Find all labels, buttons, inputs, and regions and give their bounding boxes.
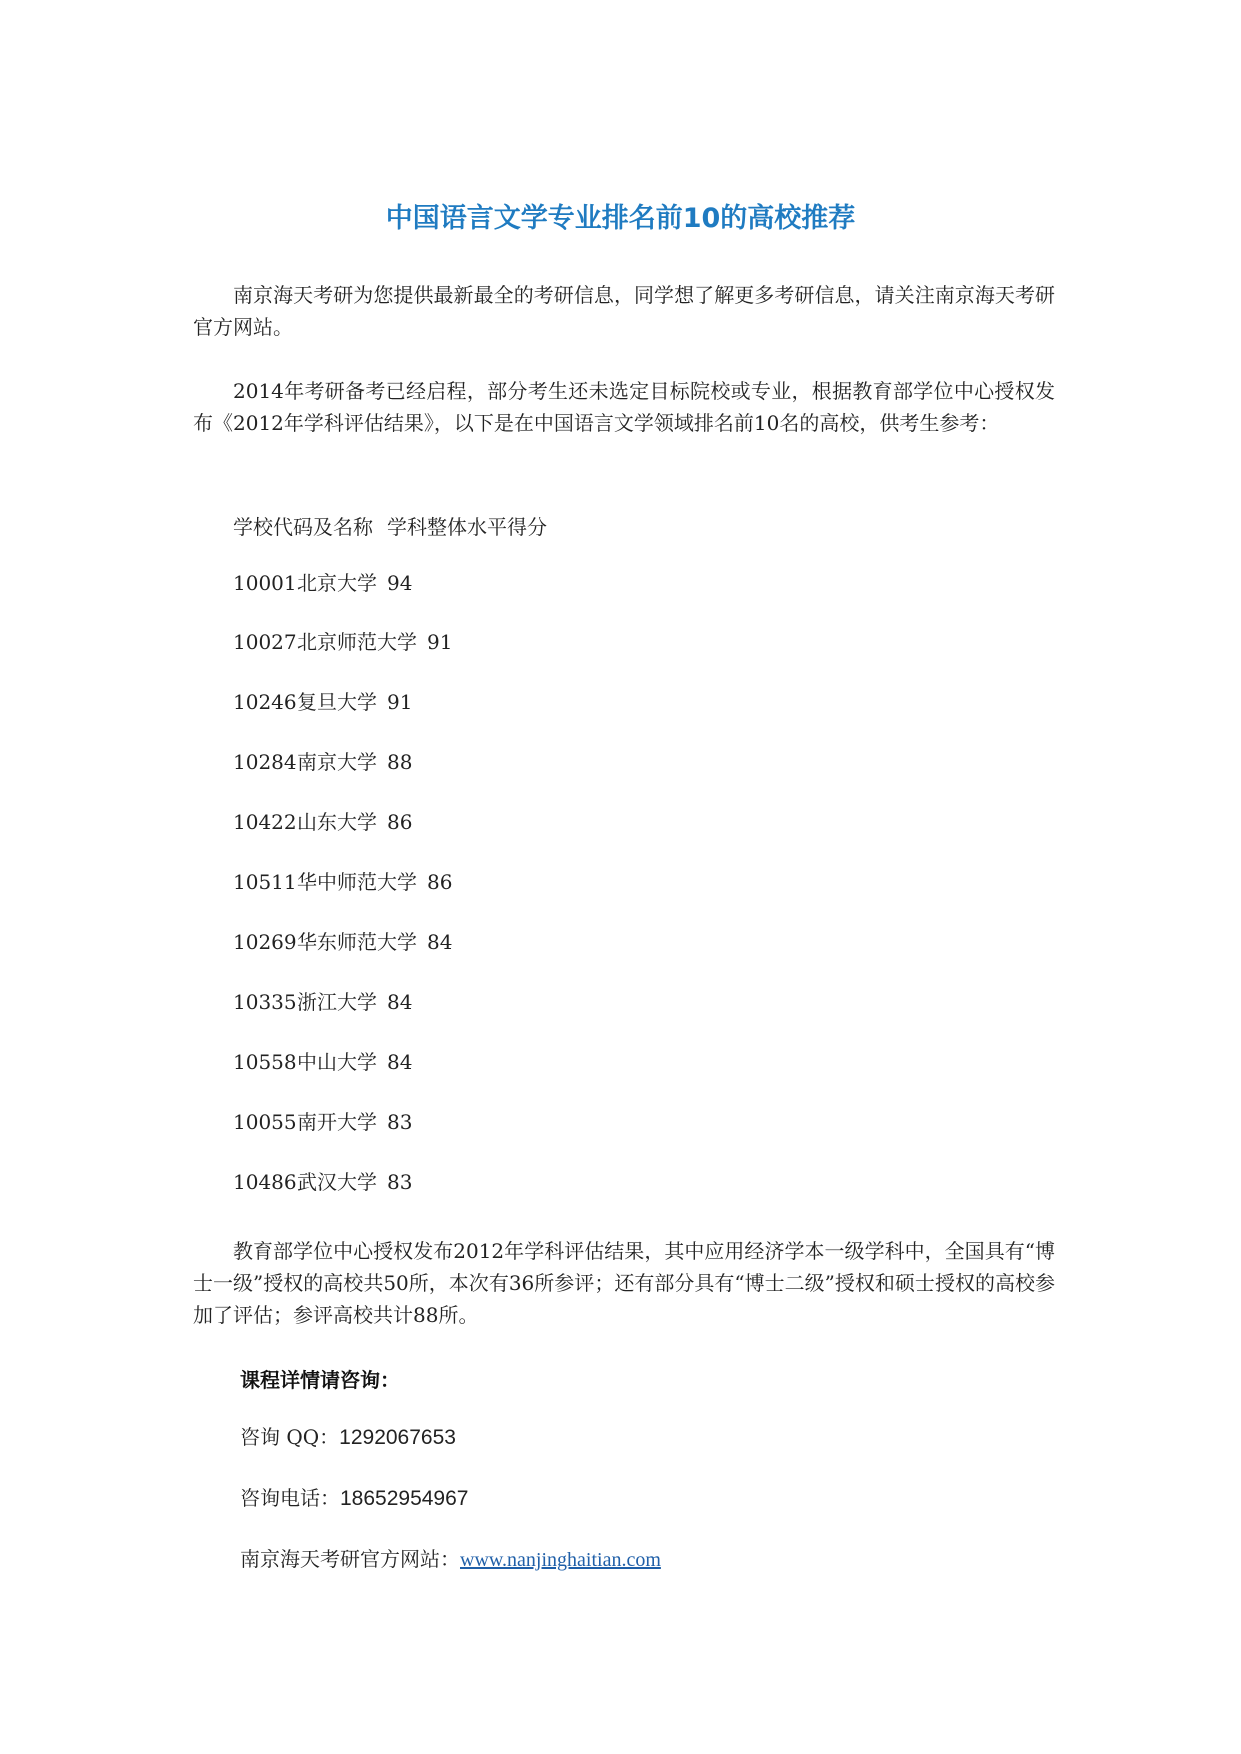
ranking-row [233,928,452,956]
website-link[interactable]: www.nanjinghaitian.com [460,1549,661,1571]
document-title: 中国语言文学专业排名前10的高校推荐 [385,203,856,234]
school-code: 10335 [233,990,297,1014]
qq-value: 1292067653 [339,1426,456,1449]
school-code: 10269 [233,930,297,954]
school-name: 华中师范大学 [297,870,417,894]
school-score: 83 [387,1170,413,1194]
context-paragraph: 2014年考研备考已经启程，部分考生还未选定目标院校或专业，根据教育部学位中心授权发布《2012年学科评估结果》，以下是在中国语言文学领域排名前10名的高校，供考生参考： [193,379,1055,435]
school-code: 10422 [233,810,297,834]
ranking-row [233,1168,412,1196]
header-score: 学科整体水平得分 [387,515,547,539]
school-code: 10027 [233,630,297,654]
phone-label: 咨询电话： [240,1486,340,1510]
school-name: 武汉大学 [297,1170,377,1194]
school-score: 86 [427,870,453,894]
ranking-row [233,569,412,597]
ranking-row [233,868,452,896]
ranking-row [233,748,412,776]
school-score: 84 [427,930,453,954]
school-code: 10558 [233,1050,297,1074]
school-score: 91 [427,630,453,654]
school-code: 10055 [233,1110,297,1134]
school-name: 南开大学 [297,1110,377,1134]
school-name: 复旦大学 [297,690,377,714]
ranking-row [233,628,452,656]
website-label: 南京海天考研官方网站： [240,1547,460,1571]
contact-qq [240,1423,456,1452]
school-name: 山东大学 [297,810,377,834]
contact-phone [240,1484,468,1513]
school-score: 91 [387,690,413,714]
ranking-row [233,1108,412,1136]
school-score: 88 [387,750,413,774]
school-code: 10246 [233,690,297,714]
school-name: 北京师范大学 [297,630,417,654]
note-paragraph: 教育部学位中心授权发布2012年学科评估结果，其中应用经济学本一级学科中，全国具有“博士一级”授权的高校共50所，本次有36所参评；还有部分具有“博士二级”授权和硕士授权的高校参加了评估；参评高校共计88所。 [193,1239,1055,1327]
phone-value: 18652954967 [340,1487,469,1510]
ranking-row [233,688,412,716]
school-name: 浙江大学 [297,990,377,1014]
school-score: 84 [387,1050,413,1074]
school-name: 北京大学 [297,571,377,595]
contact-website [240,1545,661,1574]
school-score: 84 [387,990,413,1014]
qq-label: 咨询 QQ： [240,1425,340,1449]
ranking-row [233,808,412,836]
header-school: 学校代码及名称 [233,515,373,539]
ranking-table-header [233,513,547,541]
contact-heading: 课程详情请咨询： [240,1368,400,1392]
school-score: 86 [387,810,413,834]
school-code: 10284 [233,750,297,774]
intro-paragraph: 南京海天考研为您提供最新最全的考研信息，同学想了解更多考研信息，请关注南京海天考研官方网站。 [193,283,1055,339]
ranking-row [233,1048,412,1076]
school-name: 南京大学 [297,750,377,774]
school-score: 94 [387,571,413,595]
school-name: 中山大学 [297,1050,377,1074]
school-code: 10511 [233,870,297,894]
school-code: 10486 [233,1170,297,1194]
school-name: 华东师范大学 [297,930,417,954]
school-score: 83 [387,1110,413,1134]
school-code: 10001 [233,571,297,595]
ranking-row [233,988,412,1016]
